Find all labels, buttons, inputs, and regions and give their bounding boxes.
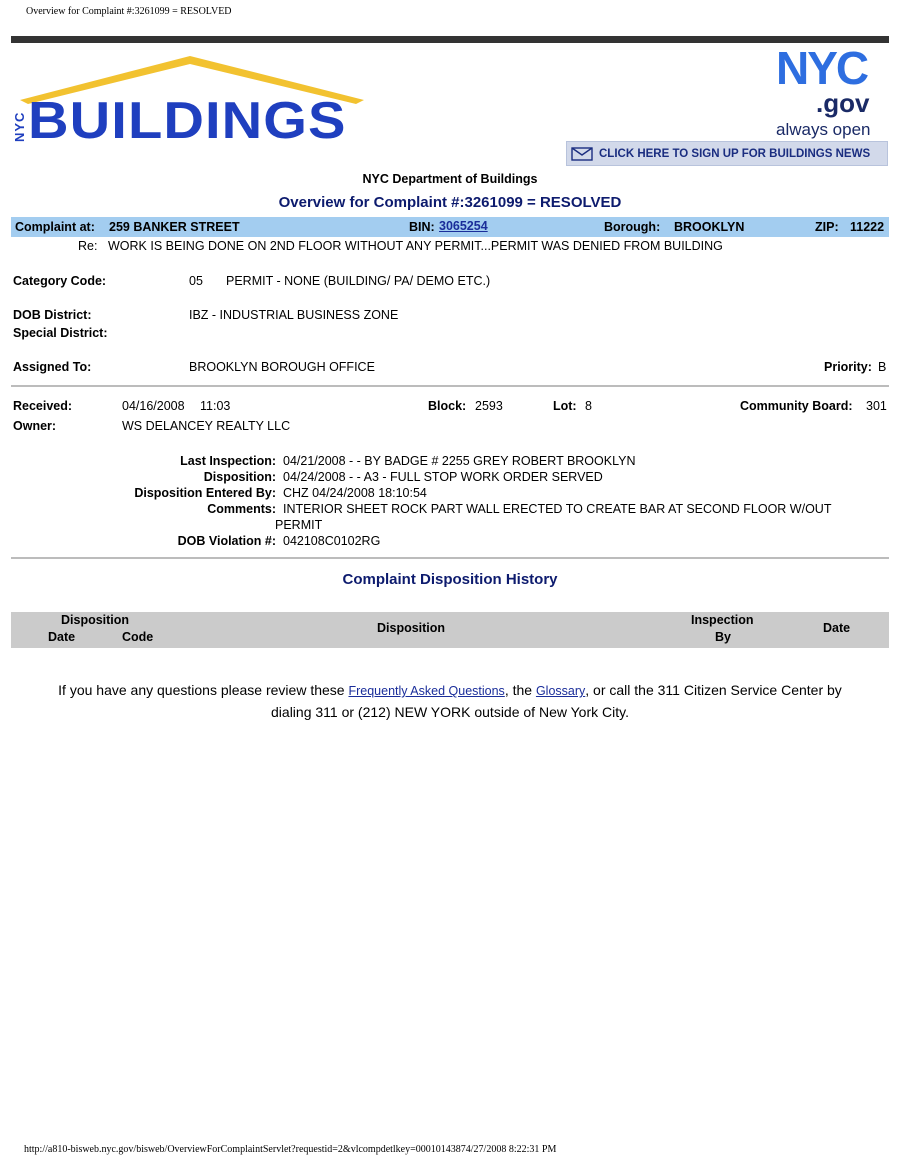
owner-label: Owner: [13, 419, 57, 433]
history-title: Complaint Disposition History [342, 571, 558, 588]
nyc-logo-tagline: always open [776, 120, 871, 139]
last-inspection-value: 04/21/2008 - - BY BADGE # 2255 GREY ROBERT BROOKLYN [283, 454, 636, 468]
col-by: By [715, 630, 731, 644]
priority-value: B [878, 360, 887, 374]
help-text-line-2: dialing 311 or (212) NEW YORK outside of New York City. [271, 704, 629, 720]
complaint-label: Complaint at: [15, 220, 95, 234]
help-text-pre: If you have any questions please review these [58, 682, 349, 698]
borough-label: Borough: [604, 220, 661, 234]
lot-label: Lot: [553, 399, 577, 413]
browser-title: Overview for Complaint #:3261099 = RESOLVED [26, 6, 232, 17]
category-code: 05 [189, 274, 203, 288]
disposition-entered-label: Disposition Entered By: [134, 486, 276, 500]
bin-link[interactable]: 3065254 [439, 219, 488, 233]
help-message [0, 680, 900, 723]
help-text-post: , or call the 311 Citizen Service Center by [585, 682, 842, 698]
department-name: NYC Department of Buildings [362, 172, 538, 186]
complaint-address-bar [11, 217, 889, 237]
faq-link[interactable]: Frequently Asked Questions [348, 684, 505, 698]
nyc-logo-domain: .gov [816, 88, 870, 118]
col-date: Date [48, 630, 76, 644]
category-label: Category Code: [13, 274, 107, 288]
comments-label: Comments: [207, 502, 276, 516]
comments-line-2: PERMIT [275, 518, 323, 532]
logo-prefix: NYC [12, 111, 27, 142]
dob-district-label: DOB District: [13, 308, 92, 322]
received-time: 11:03 [200, 399, 231, 413]
envelope-icon [571, 147, 593, 161]
section-divider [11, 385, 889, 387]
block-value: 2593 [475, 399, 503, 413]
col-code: Code [122, 630, 154, 644]
received-date: 04/16/2008 [122, 399, 185, 413]
nyc-gov-logo[interactable] [770, 44, 890, 140]
disposition-value: 04/24/2008 - - A3 - FULL STOP WORK ORDER SERVED [283, 470, 603, 484]
history-divider [11, 557, 889, 559]
top-divider [11, 36, 889, 43]
re-text: WORK IS BEING DONE ON 2ND FLOOR WITHOUT ANY PERMIT...PERMIT WAS DENIED FROM BUILDING [108, 239, 723, 253]
dob-district-value: IBZ - INDUSTRIAL BUSINESS ZONE [189, 308, 399, 322]
community-board-label: Community Board: [740, 399, 853, 413]
col-inspection: Inspection [691, 613, 754, 627]
priority-label: Priority: [824, 360, 872, 374]
borough-value: BROOKLYN [674, 220, 745, 234]
last-inspection-label: Last Inspection: [180, 454, 276, 468]
history-table-header [11, 612, 889, 648]
assigned-value: BROOKLYN BOROUGH OFFICE [189, 360, 375, 374]
help-text-mid: , the [504, 682, 536, 698]
col-disposition: Disposition [377, 621, 446, 635]
owner-value: WS DELANCEY REALTY LLC [122, 419, 291, 433]
comments-line-1: INTERIOR SHEET ROCK PART WALL ERECTED TO CREATE BAR AT SECOND FLOOR W/OUT [283, 502, 832, 516]
buildings-news-signup-button[interactable] [566, 141, 888, 166]
page-url: http://a810-bisweb.nyc.gov/bisweb/OverviewForComplaintServlet?requestid=2&vlcompdetlkey=00010143874/27/2008 8:22:31 PM [24, 1144, 557, 1155]
zip-value: 11222 [850, 220, 885, 234]
disposition-entered-value: CHZ 04/24/2008 18:10:54 [283, 486, 427, 500]
dob-violation-value: 042108C0102RG [283, 534, 381, 548]
buildings-logo[interactable] [12, 52, 372, 148]
complaint-address: 259 BANKER STREET [109, 220, 240, 234]
glossary-link[interactable]: Glossary [535, 684, 586, 698]
col-date-2: Date [823, 621, 851, 635]
disposition-label: Disposition: [203, 470, 276, 484]
nyc-logo-main: NYC [776, 42, 868, 94]
page-title: Overview for Complaint #:3261099 = RESOLVED [278, 194, 622, 211]
special-district-label: Special District: [13, 326, 108, 340]
zip-label: ZIP: [815, 220, 839, 234]
received-label: Received: [13, 399, 73, 413]
lot-value: 8 [585, 399, 592, 413]
col-disposition-group: Disposition [61, 613, 130, 627]
bin-label: BIN: [409, 220, 435, 234]
category-desc: PERMIT - NONE (BUILDING/ PA/ DEMO ETC.) [226, 274, 491, 288]
re-label: Re: [78, 239, 98, 253]
dob-violation-label: DOB Violation #: [177, 534, 276, 548]
block-label: Block: [428, 399, 467, 413]
community-board-value: 301 [866, 399, 887, 413]
logo-name: BUILDINGS [28, 92, 347, 150]
signup-label: CLICK HERE TO SIGN UP FOR BUILDINGS NEWS [599, 147, 871, 160]
assigned-label: Assigned To: [13, 360, 92, 374]
